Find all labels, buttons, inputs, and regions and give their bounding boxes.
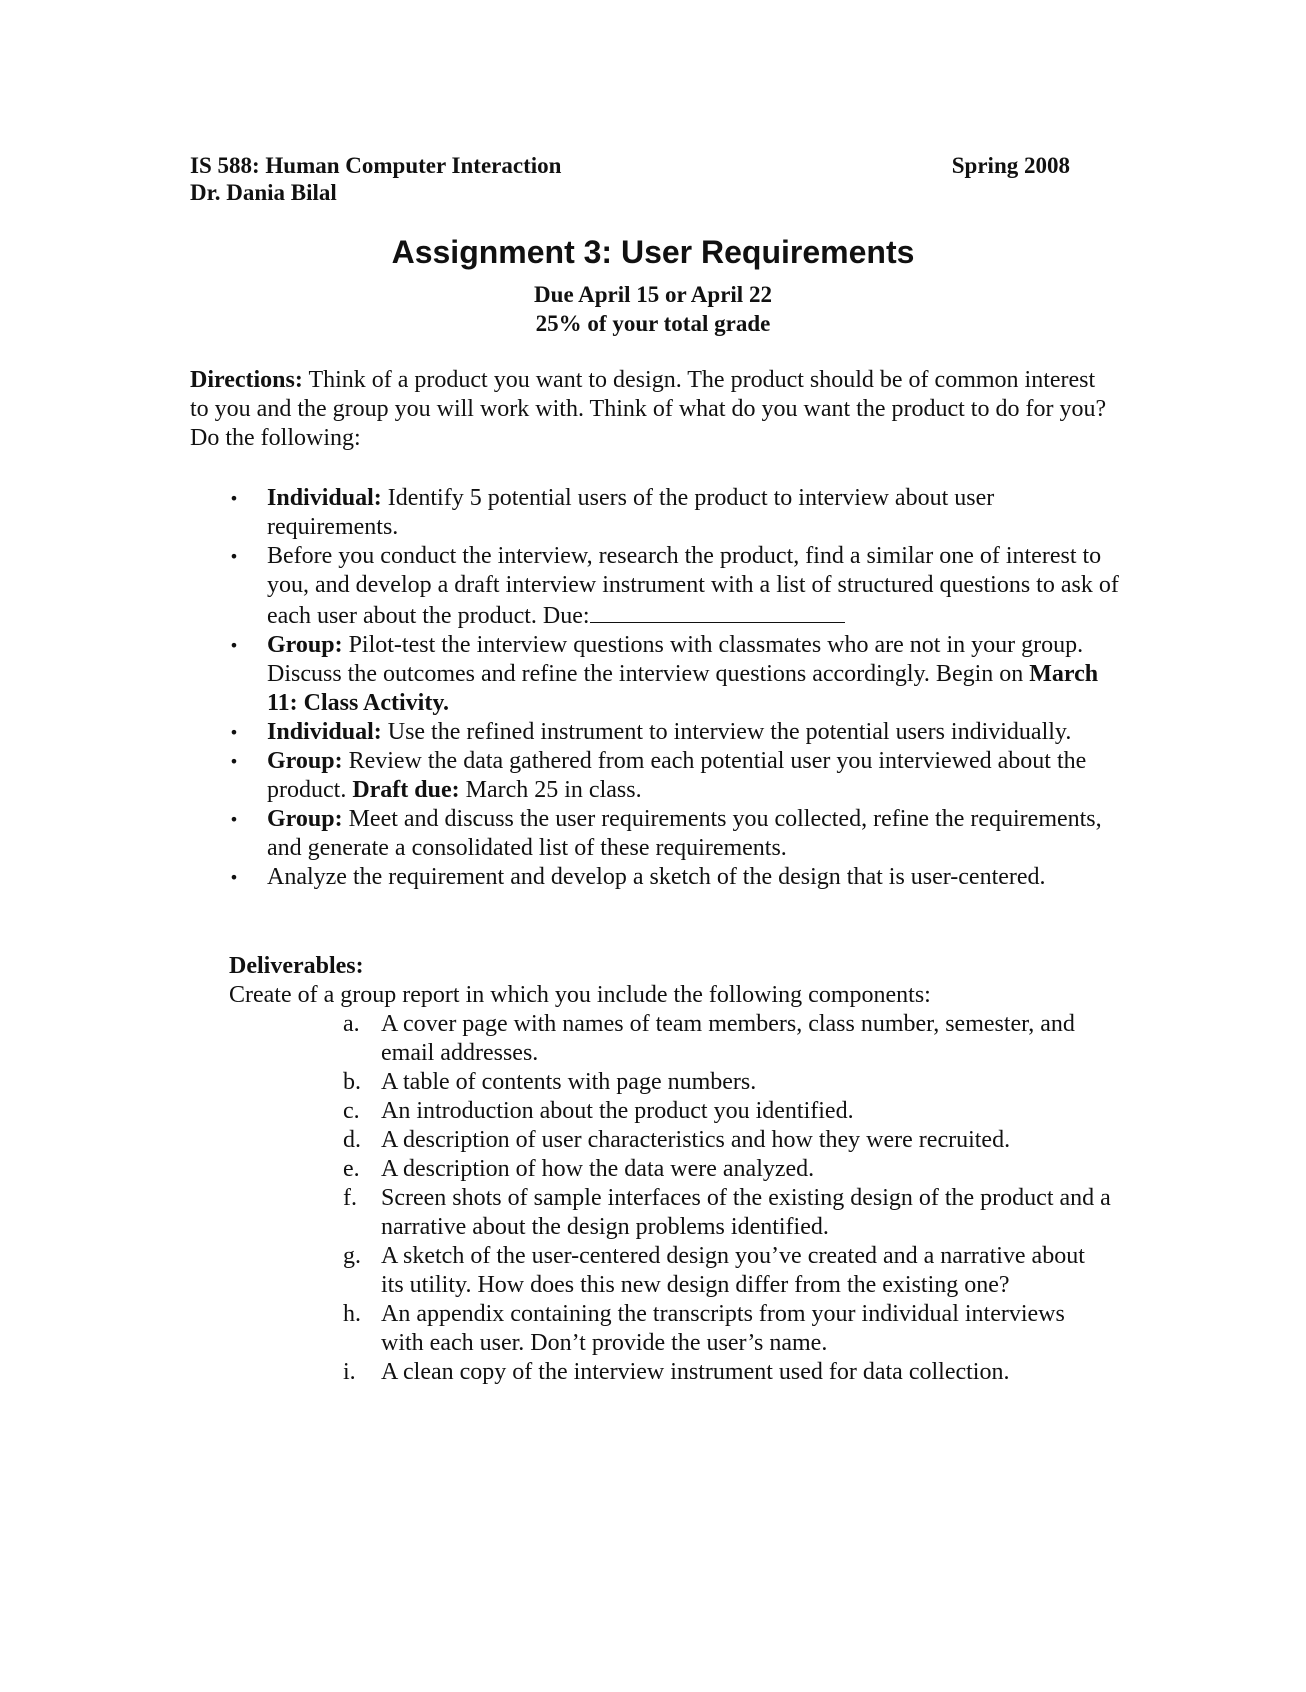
list-item bbox=[343, 1300, 1113, 1358]
instructor-name: Dr. Dania Bilal bbox=[190, 180, 337, 205]
document-header bbox=[190, 152, 1070, 206]
item-text: Screen shots of sample interfaces of the existing design of the product and a narrative about the design problems identified. bbox=[381, 1185, 1111, 1240]
item-letter: c. bbox=[343, 1098, 360, 1124]
bullet-icon: • bbox=[229, 636, 239, 655]
item-bold-mid: Draft due: bbox=[352, 777, 460, 803]
item-text: A table of contents with page numbers. bbox=[381, 1069, 757, 1095]
directions-label: Directions: bbox=[190, 367, 303, 393]
list-item bbox=[343, 1097, 1113, 1126]
item-text: Review the data gathered from each potential user you interviewed about the product. bbox=[267, 748, 1087, 803]
item-text: A description of user characteristics and how they were recruited. bbox=[381, 1127, 1011, 1153]
task-list bbox=[229, 484, 1129, 892]
due-date-blank bbox=[590, 600, 845, 623]
list-item bbox=[343, 1242, 1113, 1300]
bullet-icon: • bbox=[229, 868, 239, 887]
assignment-subtitle bbox=[0, 280, 1306, 338]
item-label: Individual: bbox=[267, 719, 382, 745]
list-item bbox=[229, 631, 1129, 718]
item-letter: e. bbox=[343, 1156, 360, 1182]
item-text: A clean copy of the interview instrument used for data collection. bbox=[381, 1359, 1010, 1385]
deliverables-intro: Create of a group report in which you include the following components: bbox=[229, 982, 931, 1008]
list-item bbox=[229, 863, 1129, 892]
course-title: IS 588: Human Computer Interaction bbox=[190, 153, 562, 178]
list-item bbox=[343, 1010, 1113, 1068]
item-letter: g. bbox=[343, 1243, 361, 1269]
header-row bbox=[190, 152, 1070, 179]
item-letter: a. bbox=[343, 1011, 360, 1037]
item-letter: h. bbox=[343, 1301, 361, 1327]
item-label: Group: bbox=[267, 632, 343, 658]
list-item bbox=[229, 542, 1129, 631]
list-item bbox=[343, 1358, 1113, 1387]
list-item bbox=[343, 1184, 1113, 1242]
term: Spring 2008 bbox=[951, 153, 1070, 178]
item-text: Identify 5 potential users of the product to interview about user requirements. bbox=[267, 485, 995, 540]
directions-text: Think of a product you want to design. The product should be of common interest to you and the group you will work with. Think of what do you want the product to do for you? Do the following: bbox=[190, 367, 1107, 451]
item-label: Group: bbox=[267, 806, 343, 832]
due-date: Due April 15 or April 22 bbox=[534, 282, 772, 307]
list-item bbox=[229, 805, 1129, 863]
bullet-icon: • bbox=[229, 547, 239, 566]
item-letter: f. bbox=[343, 1185, 357, 1211]
list-item bbox=[343, 1068, 1113, 1097]
list-item bbox=[229, 747, 1129, 805]
item-text: An appendix containing the transcripts from your individual interviews with each user. Don’t provide the user’s name. bbox=[381, 1301, 1065, 1356]
list-item bbox=[343, 1126, 1113, 1155]
item-bold-tail: March 11: Class Activity. bbox=[267, 661, 1099, 716]
item-letter: i. bbox=[343, 1359, 356, 1385]
list-item bbox=[229, 484, 1129, 542]
item-label: Group: bbox=[267, 748, 343, 774]
assignment-title: Assignment 3: User Requirements bbox=[391, 234, 915, 270]
item-label: Individual: bbox=[267, 485, 382, 511]
deliverables-list bbox=[343, 1010, 1113, 1387]
item-text: A cover page with names of team members, class number, semester, and email addresses. bbox=[381, 1011, 1075, 1066]
item-text: An introduction about the product you identified. bbox=[381, 1098, 854, 1124]
list-item bbox=[229, 718, 1129, 747]
item-text: A description of how the data were analyzed. bbox=[381, 1156, 815, 1182]
item-text: A sketch of the user-centered design you’ve created and a narrative about its utility. How does this new design differ from the existing one? bbox=[381, 1243, 1085, 1298]
item-text: Use the refined instrument to interview the potential users individually. bbox=[381, 719, 1072, 745]
item-text: Pilot-test the interview questions with classmates who are not in your group. Discuss the outcomes and refine the interview questions accordingly. Begin on bbox=[267, 632, 1084, 687]
bullet-icon: • bbox=[229, 489, 239, 508]
bullet-icon: • bbox=[229, 810, 239, 829]
item-text: Before you conduct the interview, research the product, find a similar one of interest to you, and develop a draft interview instrument with a list of structured questions to ask of each user about the product. Due: bbox=[267, 543, 1119, 629]
item-letter: d. bbox=[343, 1127, 361, 1153]
bullet-icon: • bbox=[229, 723, 239, 742]
item-text-tail: March 25 in class. bbox=[459, 777, 642, 803]
deliverables-heading: Deliverables: bbox=[229, 953, 364, 979]
directions-paragraph bbox=[190, 366, 1110, 453]
item-text: Meet and discuss the user requirements you collected, refine the requirements, and generate a consolidated list of these requirements. bbox=[267, 806, 1102, 861]
item-text: Analyze the requirement and develop a sketch of the design that is user-centered. bbox=[267, 864, 1046, 890]
bullet-icon: • bbox=[229, 752, 239, 771]
item-letter: b. bbox=[343, 1069, 361, 1095]
grade-weight: 25% of your total grade bbox=[535, 311, 771, 336]
list-item bbox=[343, 1155, 1113, 1184]
